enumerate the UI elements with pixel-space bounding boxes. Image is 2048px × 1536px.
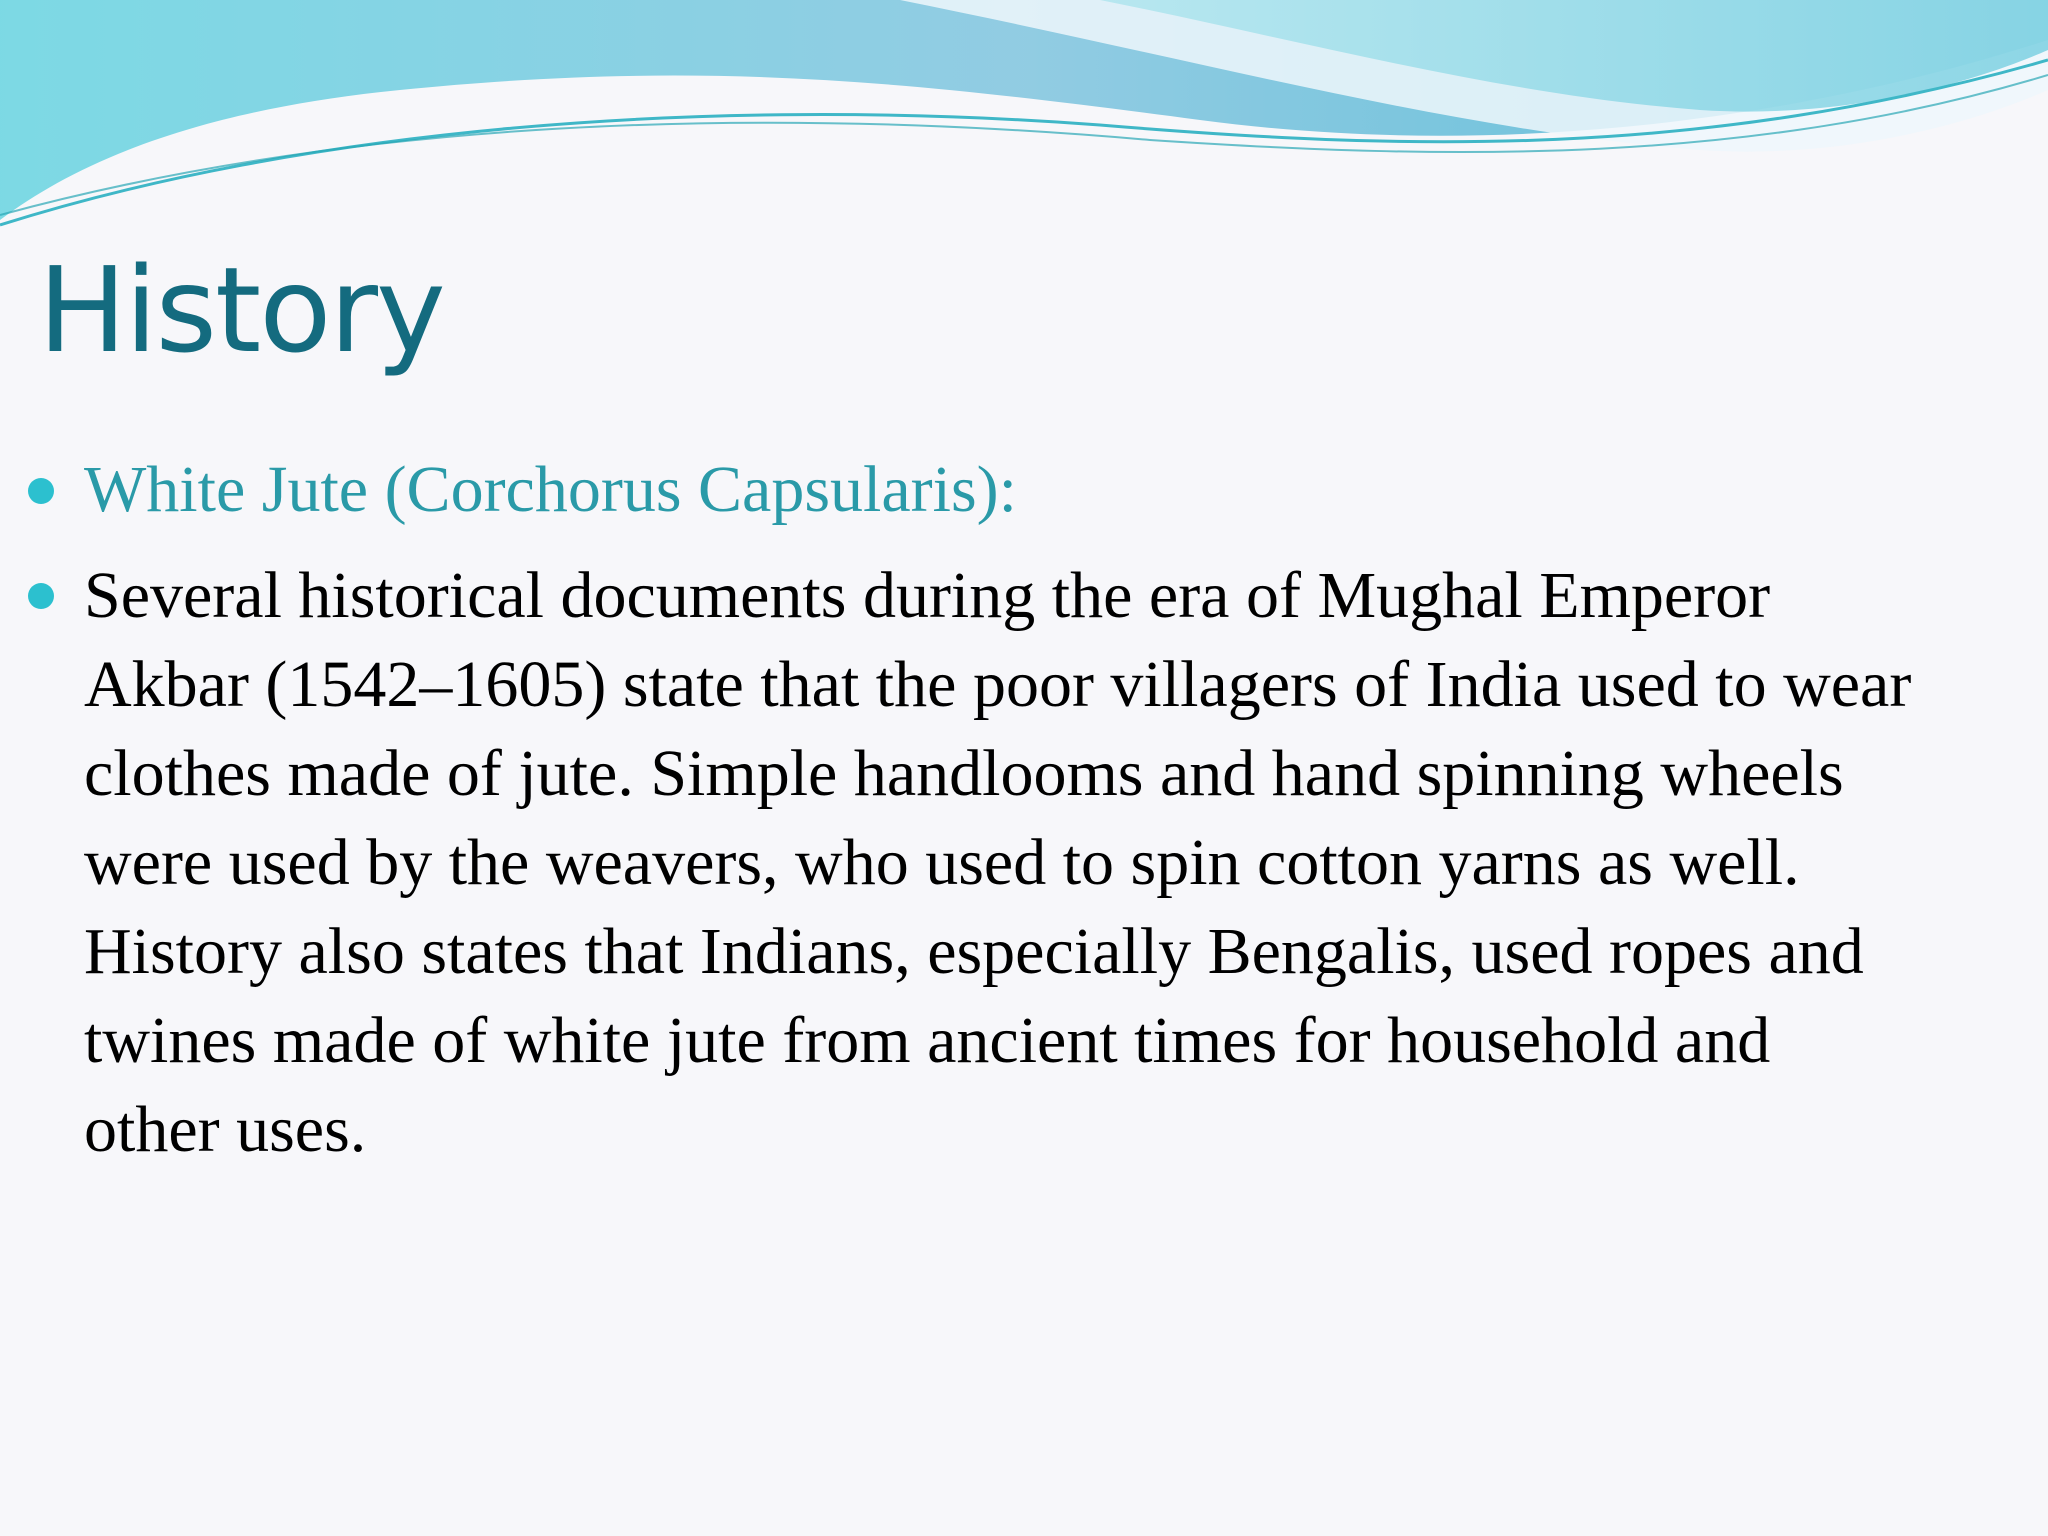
bullet-subheading: White Jute (Corchorus Capsularis): xyxy=(84,453,1017,526)
bullet-dot-icon xyxy=(28,583,54,609)
slide-title: History xyxy=(38,241,444,379)
wave-decoration xyxy=(0,0,2048,240)
bullet-dot-icon xyxy=(28,478,54,504)
bullet-body-text: Several historical documents during the era of Mughal Emperor Akbar (1542–1605) state that the poor villagers of India used to wear clothes made of jute. Simple handlooms and hand spinning wheels were used by the weavers, who used to spin cotton yarns as well. History also states that Indians, especially Bengalis, used ropes and twines made of white jute from ancient times for household and other uses. xyxy=(84,559,1912,1166)
